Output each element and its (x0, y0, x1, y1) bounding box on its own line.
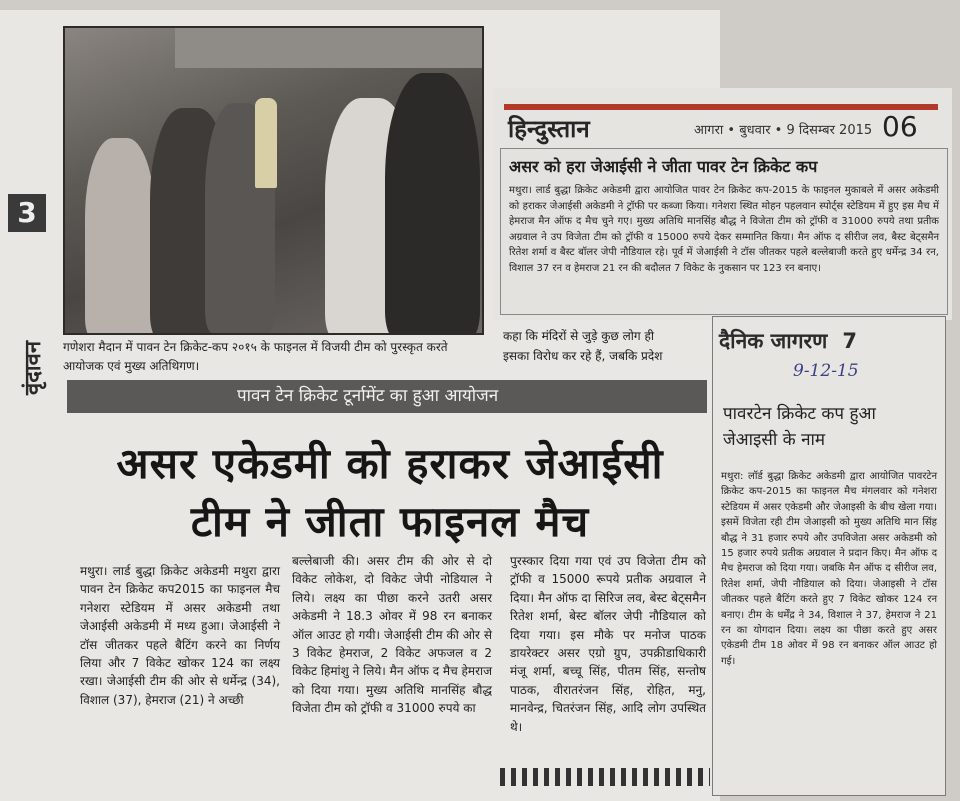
jagran-headline: पावरटेन क्रिकेट कप हुआ जेआइसी के नाम (723, 404, 876, 450)
side-strip (2, 190, 62, 400)
article-col-1: मथुरा। लार्ड बुद्धा क्रिकेट अकेडमी मथुरा द्वारा पावन टेन क्रिकेट कप2015 का फाइनल मैच गनेशरा स्टेडियम में असर अकेडमी तथा जेआईसी अकेडमी में मध्य हुआ। जेआईसी ने टॉस जीतकर पहले बैटिंग करने का निर्णय लिया और 7 विकेट खोकर 124 का लक्ष्य रखा। जेआईसी टीम की ओर से धर्मेन्द्र (34), विशाल (37), हेमराज (21) ने अच्छी (80, 564, 280, 707)
side-label: वृंदावन (21, 340, 46, 395)
jagran-masthead (719, 327, 939, 355)
photo-caption: गणेशरा मैदान में पावन टेन क्रिकेट-कप २०१५ के फाइनल में विजयी टीम को पुरस्कृत करते आयोजक एवं मुख्य अतिथिगण। (63, 340, 448, 373)
hindustan-body: मथुरा। लार्ड बुद्धा क्रिकेट अकेडमी द्वारा आयोजित पावर टेन क्रिकेट कप-2015 के फाइनल मुकाबले में असर अकेडमी को हराकर जेआईसी अकेडमी ने ट्रॉफी पर कब्जा किया। गनेशरा स्थित मोहन पहलवान स्पोर्ट्स स्टेडियम में हुए इस मैच में हेमराज मैन ऑफ द मैच चुने गए। मुख्य अतिथि मानसिंह बौद्ध ने विजेता टीम को ट्रॉफी व 31000 रुपये तथा प्रतीक अग्रवाल ने उप विजेता टीम को ट्रॉफी व 15000 रुपये देकर सम्मानित किया। मैन ऑफ द सीरीज लव, बैस्ट बेट्समैन रितेश शर्मा व बैस्ट बॉलर जेपी नौडियाल रहे। पूर्व में जेआईसी ने टॉस जीतकर पहले बल्लेबाजी करते हुए धर्मेन्द्र 34 रन, विशाल 37 रन व हेमराज 21 रन की बदौलत 7 विकेट के नुकसान पर 123 रन बनाए। (509, 185, 939, 274)
award-photo (63, 26, 484, 335)
snippet-text (503, 326, 713, 366)
jagran-page-number: 7 (842, 329, 858, 353)
hindustan-article (500, 148, 948, 315)
hindustan-masthead (504, 104, 938, 148)
headline-line-2: टीम ने जीता फाइनल मैच (190, 497, 590, 546)
jagran-clipping (712, 316, 946, 796)
snippet-line-1: कहा कि मंदिरों से जुड़े कुछ लोग ही (503, 329, 654, 343)
jagran-handwritten-date: 9-12-15 (793, 361, 859, 381)
headline-line-1: असर एकेडमी को हराकर जेआईसी (116, 439, 664, 488)
hindustan-dateline: आगरा • बुधवार • 9 दिसम्बर 2015 (694, 123, 873, 138)
hindustan-page-number: 06 (882, 110, 918, 143)
jagran-title: दैनिक जागरण (719, 329, 828, 353)
kicker: पावन टेन क्रिकेट टूर्नामेंट का हुआ आयोजन (237, 386, 499, 406)
kicker-bar (67, 380, 707, 413)
hindustan-title: हिन्दुस्तान (508, 115, 590, 143)
article-col-2: बल्लेबाजी की। असर टीम की ओर से दो विकेट लोकेश, दो विकेट जेपी नोडियाल ने लिये। लक्ष्य का पीछा करने उतरी असर अकेडमी ने 18.3 ओवर में 98 रन बनाकर ऑल आउट हो गयी। जेआईसी टीम की ओर से 3 विकेट हेमराज, 2 विकेट अफजल व 2 विकेट हिमांशु ने लिये। मैन ऑफ द मैच हेमराज को दिया गया। मुख्य अतिथि मानसिंह बौद्ध विजेता टीम को ट्रॉफी व 31000 रुपये का (292, 554, 492, 716)
decorative-dots (500, 768, 710, 786)
snippet-line-2: इसका विरोध कर रहे हैं, जबकि प्रदेश (503, 349, 663, 363)
jagran-body: मथुरा: लॉर्ड बुद्धा क्रिकेट अकेडमी द्वारा आयोजित पावरटेन क्रिकेट कप-2015 का फाइनल मैच मंगलवार को गनेशरा स्टेडियम में असर एकेडमी और जेआइसी के बीच खेला गया। इसमें विजेता रही टीम जेआइसी को मुख्य अतिथि मान सिंह बौद्ध ने 31 हजार रुपये और उपविजेता असर अकेडमी को 15 हजार रुपये प्रतीक अग्रवाल ने प्रदान किए। मैन ऑफ द मैच हेमराज को दिया गया। जबकि मैन ऑफ द सीरीज लव, रितेश शर्मा, जेपी नौडियाल को दिया। जेआइसी ने टॉस जीतकर पहले बैटिंग करते हुए 7 विकेट खोकर 124 रन बनाए। टीम के धर्मेंद्र ने 34, विशाल ने 37, हेमराज ने 21 रन का योगदान दिया। लक्ष्य का पीछा करते हुए असर एकेडमी टीम 18 ओवर में 98 रन बनाकर ऑल आउट हो गई। (721, 471, 937, 667)
side-page-number: 3 (8, 194, 46, 232)
hindustan-headline: असर को हरा जेआईसी ने जीता पावर टेन क्रिकेट कप (509, 157, 818, 176)
article-col-3: पुरस्कार दिया गया एवं उप विजेता टीम को ट्रॉफी व 15000 रूपये प्रतीक अग्रवाल ने दिया। मैन ऑफ दा सिरिज लव, बेस्ट बेट्समैन रितेश शर्मा, बेस्ट बॉलर जेपी नौडियाल को दिया गया। इस मौके पर मनोज पाठक डायरेक्टर असर एग्रो ग्रुप, उपक्रीडाधिकारी मंजू शर्मा, बच्चू सिंह, पीतम सिंह, सन्तोष पाठक, वीरातरंजन सिंह, रोहित, मनु, मानवेन्द्र, चितरंजन सिंह, आदि लोग उपस्थित थे। (510, 554, 706, 734)
